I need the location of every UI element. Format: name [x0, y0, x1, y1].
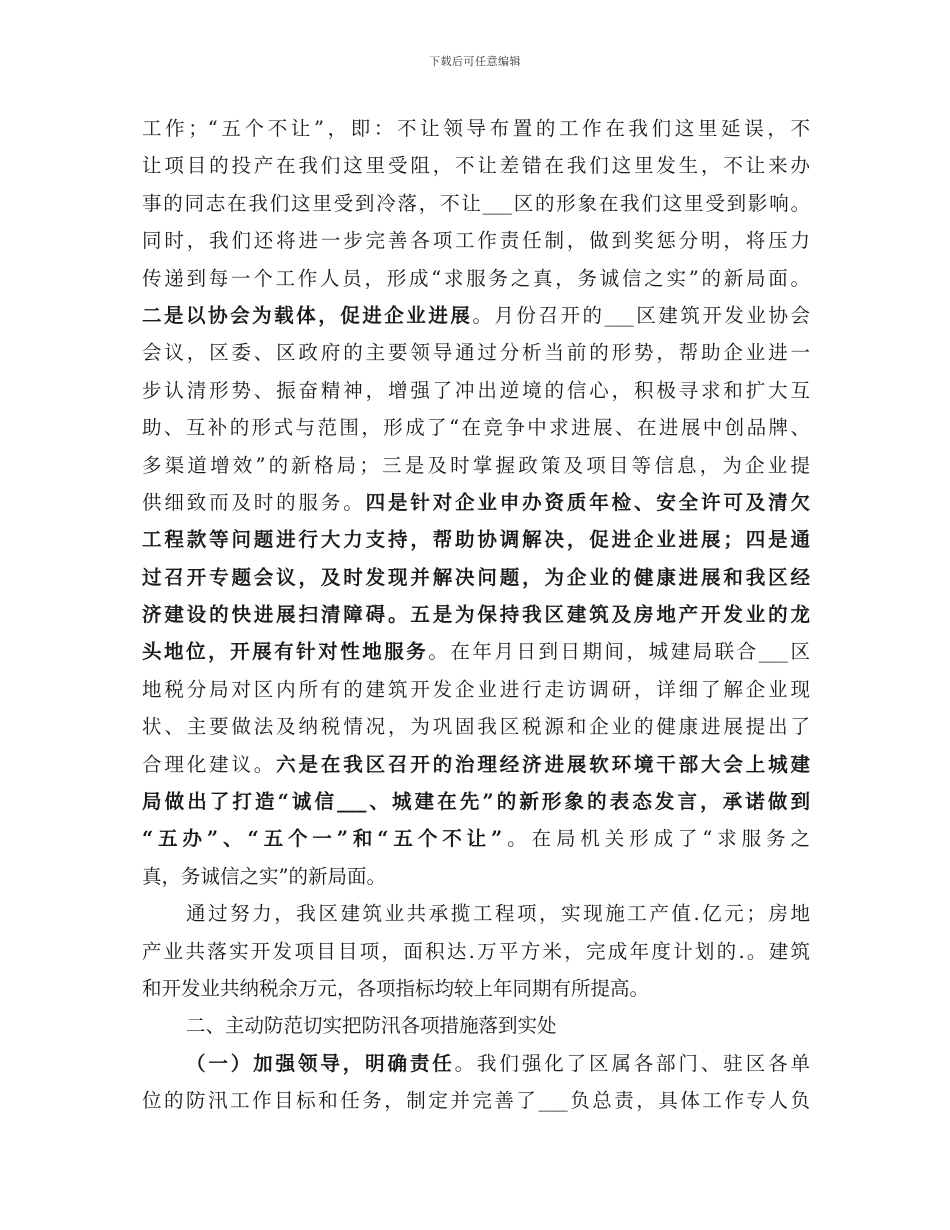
text-line — [142, 110, 810, 147]
text-line — [142, 521, 810, 558]
text-line — [142, 820, 810, 857]
text-segment: 。我们强化了区属各部门、驻区各单 — [454, 1051, 810, 1075]
bold-text-segment: 头地位，开展有针对性地服务 — [142, 640, 429, 664]
text-segment: 传递到每一个工作人员，形成“求服务之真，务诚信之实”的新局面。 — [142, 266, 810, 290]
text-segment: 。在局机关形成了“求服务之 — [502, 827, 810, 851]
text-segment: 同时，我们还将进一步完善各项工作责任制，做到奖惩分明，将压力 — [142, 229, 810, 253]
text-segment: 会议，区委、区政府的主要领导通过分析当前的形势，帮助企业进一 — [142, 341, 810, 365]
bold-text-segment: 四是针对企业申办资质年检、安全许可及清欠 — [365, 490, 810, 514]
text-segment: 产业共落实开发项目目项，面积达.万平方米，完成年度计划的.。建筑 — [142, 939, 810, 963]
bold-text-segment: “五办”、“五个一”和“五个不让” — [142, 827, 503, 851]
text-line — [142, 559, 810, 596]
text-line — [142, 895, 810, 932]
text-segment: 位的防汛工作目标和任务，制定并完善了___负总责，具体工作专人负 — [142, 1089, 810, 1113]
text-segment: 工作；“五个不让”，即：不让领导布置的工作在我们这里延误，不 — [142, 117, 810, 140]
text-line — [142, 1045, 810, 1082]
bold-text-segment: 六是在我区召开的治理经济进展软环境干部大会上城建 — [276, 752, 810, 776]
text-line — [142, 297, 810, 334]
text-segment: 助、互补的形式与范围，形成了“在竞争中求进展、在进展中创品牌、 — [142, 416, 810, 440]
text-segment: 供细致而及时的服务。 — [142, 490, 366, 514]
text-line — [142, 409, 810, 446]
text-line — [142, 185, 810, 222]
bold-text-segment: 局做出了打造“诚信___、城建在先”的新形象的表态发言，承诺做到 — [142, 790, 810, 814]
text-line — [142, 858, 810, 895]
text-line — [142, 671, 810, 708]
bold-text-segment: 二是以协会为载体，促进企业进展 — [142, 303, 473, 327]
page-header: 下载后可任意编辑 — [429, 55, 521, 68]
text-line — [142, 147, 810, 184]
text-segment: 通过努力，我区建筑业共承揽工程项，实现施工产值.亿元；房地 — [186, 902, 810, 926]
text-line — [142, 933, 810, 970]
text-line — [142, 746, 810, 783]
text-segment: 合理化建议。 — [142, 752, 277, 776]
text-segment: 步认清形势、振奋精神，增强了冲出逆境的信心，积极寻求和扩大互 — [142, 378, 810, 402]
text-segment: 和开发业共纳税余万元，各项指标均较上年同期有所提高。 — [142, 976, 650, 1000]
text-line — [142, 633, 810, 670]
bold-text-segment: （一）加强领导，明确责任 — [186, 1051, 455, 1075]
text-line — [142, 222, 810, 259]
text-line — [142, 260, 810, 297]
text-line — [142, 596, 810, 633]
text-line — [142, 447, 810, 484]
text-line — [142, 970, 810, 1007]
document-body — [142, 110, 810, 1120]
text-segment: 事的同志在我们这里受到冷落，不让___区的形象在我们这里受到影响。 — [142, 191, 810, 215]
text-line — [142, 1007, 810, 1044]
text-segment: 二、主动防范切实把防汛各项措施落到实处 — [186, 1014, 557, 1038]
bold-text-segment: 工程款等问题进行大力支持，帮助协调解决，促进企业进展；四是通 — [142, 528, 810, 552]
text-segment: 真，务诚信之实”的新局面。 — [142, 864, 386, 888]
bold-text-segment: 过召开专题会议，及时发现并解决问题，为企业的健康进展和我区经 — [142, 565, 810, 589]
text-segment: 让项目的投产在我们这里受阻，不让差错在我们这里发生，不让来办 — [142, 154, 810, 178]
text-segment: 。在年月日到日期间，城建局联合___区 — [428, 640, 810, 664]
text-line — [142, 1082, 810, 1119]
text-segment: 状、主要做法及纳税情况，为巩固我区税源和企业的健康进展提出了 — [142, 715, 810, 739]
text-line — [142, 334, 810, 371]
text-line — [142, 372, 810, 409]
text-line — [142, 484, 810, 521]
text-segment: 。月份召开的___区建筑开发业协会 — [472, 303, 810, 327]
text-line — [142, 783, 810, 820]
text-line — [142, 708, 810, 745]
text-segment: 多渠道增效”的新格局；三是及时掌握政策及项目等信息，为企业提 — [142, 453, 810, 477]
bold-text-segment: 济建设的快进展扫清障碍。五是为保持我区建筑及房地产开发业的龙 — [142, 603, 810, 627]
text-segment: 地税分局对区内所有的建筑开发企业进行走访调研，详细了解企业现 — [142, 677, 810, 701]
